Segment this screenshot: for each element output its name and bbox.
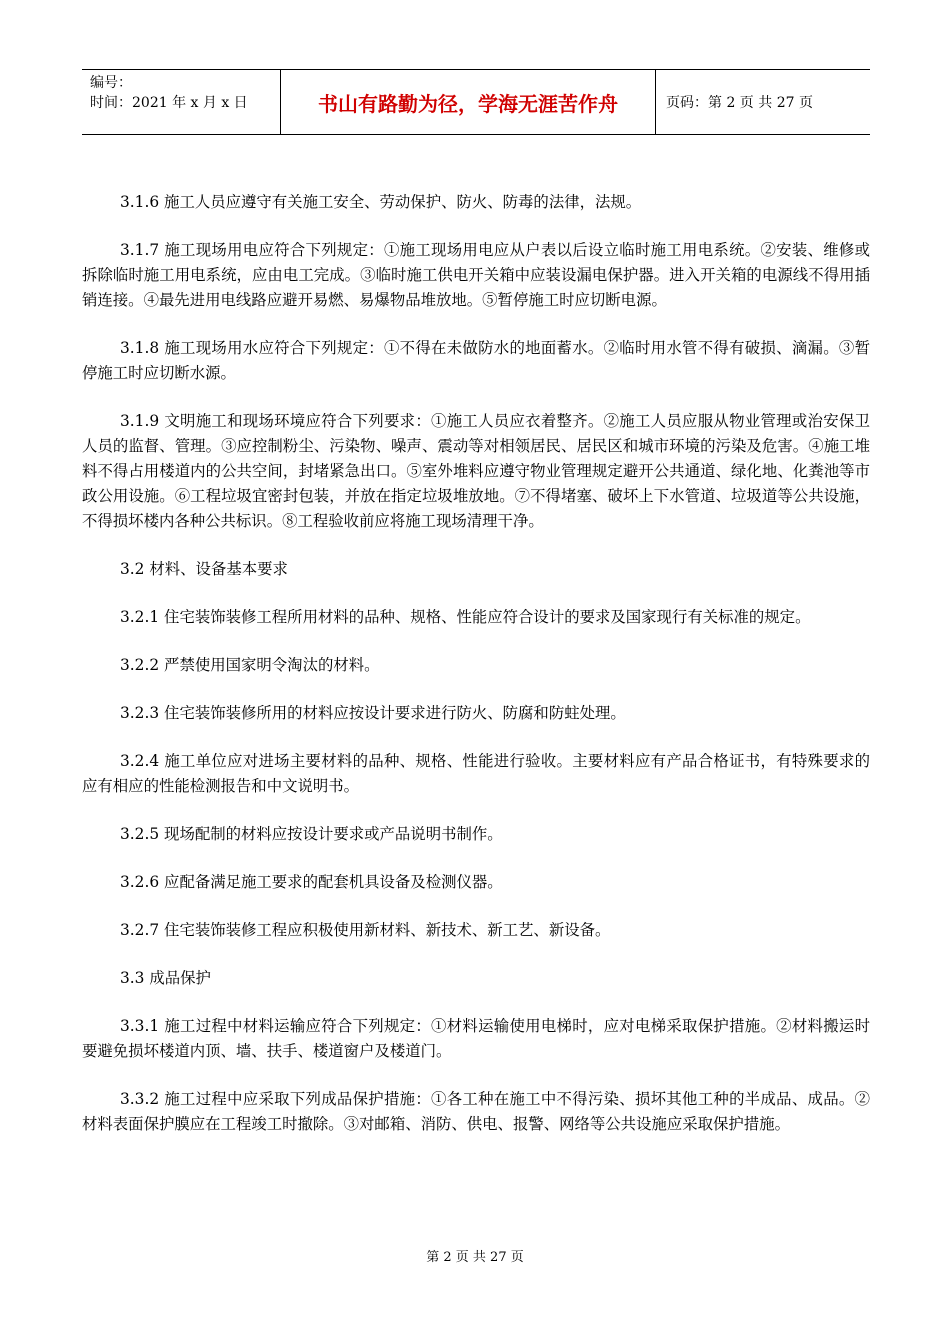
document-date: 时间：2021 年 x 月 x 日 [90,95,248,111]
paragraph-3-1-8: 3.1.8 施工现场用水应符合下列规定：①不得在未做防水的地面蓄水。②临时用水管不得有破损、滴漏。③暂停施工时应切断水源。 [82,339,870,382]
header-page-info: 页码：第 2 页 共 27 页 [666,95,813,111]
paragraph-3-1-7: 3.1.7 施工现场用电应符合下列规定：①施工现场用电应从户表以后设立临时施工用电系统。②安装、维修或拆除临时施工用电系统，应由电工完成。③临时施工供电开关箱中应装设漏电保护器。进入开关箱的电源线不得用插销连接。④最先进用电线路应避开易燃、易爆物品堆放地。⑤暂停施工时应切断电源。 [82,241,870,309]
document-body [82,190,870,1160]
page-header [82,69,870,135]
paragraph-3-3-2: 3.3.2 施工过程中应采取下列成品保护措施：①各工种在施工中不得污染、损坏其他工种的半成品、成品。②材料表面保护膜应在工程竣工时撤除。③对邮箱、消防、供电、报警、网络等公共设施应采取保护措施。 [82,1090,870,1133]
paragraph-3-2-3: 3.2.3 住宅装饰装修所用的材料应按设计要求进行防火、防腐和防蛀处理。 [120,704,626,722]
paragraph-3-2-2: 3.2.2 严禁使用国家明令淘汰的材料。 [120,656,380,674]
paragraph-3-1-9: 3.1.9 文明施工和现场环境应符合下列要求：①施工人员应衣着整齐。②施工人员应服从物业管理或治安保卫人员的监督、管理。③应控制粉尘、污染物、噪声、震动等对相领居民、居民区和城市环境的污染及危害。④施工堆料不得占用楼道内的公共空间，封堵紧急出口。⑤室外堆料应遵守物业管理规定避开公共通道、绿化地、化粪池等市政公用设施。⑥工程垃圾宜密封包装，并放在指定垃圾堆放地。⑦不得堵塞、破坏上下水管道、垃圾道等公共设施，不得损坏楼内各种公共标识。⑧工程验收前应将施工现场清理干净。 [82,412,870,530]
document-number-label: 编号： [90,75,132,91]
paragraph-3-2-6: 3.2.6 应配备满足施工要求的配套机具设备及检测仪器。 [120,873,503,891]
section-heading-3-2: 3.2 材料、设备基本要求 [120,560,288,578]
section-heading-3-3: 3.3 成品保护 [120,969,211,987]
paragraph-3-3-1: 3.3.1 施工过程中材料运输应符合下列规定：①材料运输使用电梯时，应对电梯采取保护措施。②材料搬运时要避免损坏楼道内顶、墙、扶手、楼道窗户及楼道门。 [82,1017,870,1060]
paragraph-3-2-1: 3.2.1 住宅装饰装修工程所用材料的品种、规格、性能应符合设计的要求及国家现行有关标准的规定。 [120,608,811,626]
header-meta [82,70,280,134]
paragraph-3-2-4: 3.2.4 施工单位应对进场主要材料的品种、规格、性能进行验收。主要材料应有产品合格证书，有特殊要求的应有相应的性能检测报告和中文说明书。 [82,752,870,795]
paragraph-3-2-7: 3.2.7 住宅装饰装修工程应积极使用新材料、新技术、新工艺、新设备。 [120,921,611,939]
paragraph-3-1-6: 3.1.6 施工人员应遵守有关施工安全、劳动保护、防火、防毒的法律，法规。 [120,193,642,211]
page-footer: 第 2 页 共 27 页 [426,1250,524,1265]
paragraph-3-2-5: 3.2.5 现场配制的材料应按设计要求或产品说明书制作。 [120,825,503,843]
header-motto: 书山有路勤为径，学海无涯苦作舟 [280,70,656,134]
